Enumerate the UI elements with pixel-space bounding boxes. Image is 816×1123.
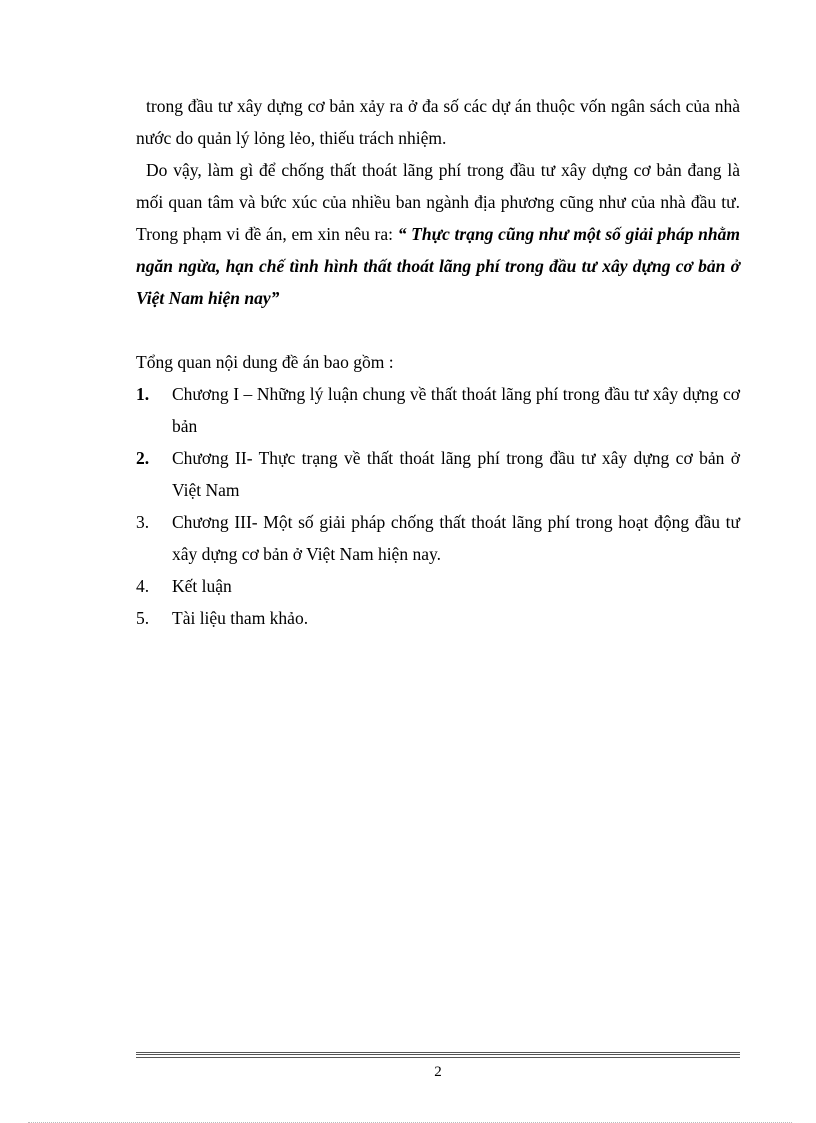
- toc-item-4: [136, 570, 740, 602]
- overview-heading: Tổng quan nội dung đề án bao gồm :: [136, 352, 394, 372]
- footer-divider: [136, 1052, 740, 1058]
- toc-item-text: Chương III- Một số giải pháp chống thất thoát lãng phí trong hoạt động đầu tư xây dựng cơ bản ở Việt Nam hiện nay.: [172, 512, 740, 564]
- toc-item-2: [136, 442, 740, 506]
- document-page: [136, 90, 740, 634]
- toc-item-1: [136, 378, 740, 442]
- paragraph-intro: [136, 90, 740, 154]
- toc-item-number: 2.: [136, 448, 150, 468]
- paragraph-intro-text: trong đầu tư xây dựng cơ bản xảy ra ở đa số các dự án thuộc vốn ngân sách của nhà nước do quản lý lỏng lẻo, thiếu trách nhiệm.: [136, 96, 740, 148]
- toc-item-text: Chương II- Thực trạng về thất thoát lãng phí trong đầu tư xây dựng cơ bản ở Việt Nam: [172, 448, 740, 500]
- toc-item-number: 1.: [136, 384, 150, 404]
- paragraph-scope-text: Do vậy, làm gì để chống thất thoát lãng phí trong đầu tư xây dựng cơ bản đang là mối quan tâm và bức xúc của nhiều ban ngành địa phương cũng như của nhà đầu tư. Trong phạm vi đề án, em xin nêu ra:: [136, 160, 740, 244]
- toc-item-number: 5.: [136, 608, 150, 628]
- toc-item-number: 4.: [136, 576, 150, 596]
- toc-item-5: [136, 602, 740, 634]
- thesis-title: “ Thực trạng cũng như một số giải pháp nhằm ngăn ngừa, hạn chế tình hình thất thoát lãng phí trong đầu tư xây dựng cơ bản ở Việt Nam hiện nay”: [136, 224, 740, 308]
- toc-item-3: [136, 506, 740, 570]
- table-of-contents: [136, 378, 740, 634]
- toc-item-text: Chương I – Những lý luận chung về thất thoát lãng phí trong đầu tư xây dựng cơ bản: [172, 384, 740, 436]
- spacer: [136, 314, 740, 346]
- page-number: 2: [434, 1064, 442, 1080]
- toc-item-text: Kết luận: [172, 576, 232, 596]
- paragraph-scope: [136, 154, 740, 314]
- toc-item-number: 3.: [136, 512, 150, 532]
- toc-item-text: Tài liệu tham khảo.: [172, 608, 309, 628]
